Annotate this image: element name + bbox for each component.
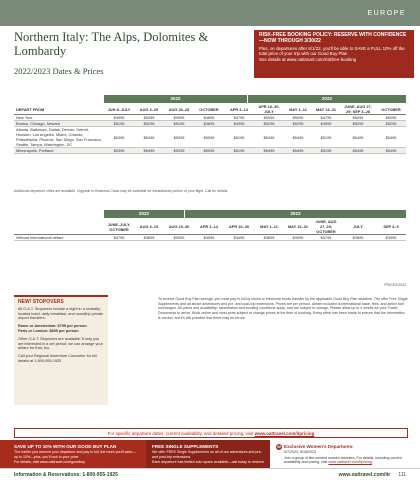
price-cell: $5195 — [312, 127, 340, 148]
price-cell: $5195 — [224, 127, 254, 148]
column-header-date: MAY 13–31 — [312, 104, 340, 115]
price-cell: $3995 — [164, 235, 194, 241]
price-cell: $5495 — [340, 127, 376, 148]
stopovers-box — [14, 295, 108, 405]
table-row — [14, 127, 406, 148]
price-cell: $4795 — [312, 115, 340, 121]
column-header-date: MAY 1–11 — [254, 219, 284, 235]
promo-line-2: See details at www.oattravel.com/riskfree-booking — [259, 57, 357, 63]
departure-city-cell: New York — [14, 115, 104, 121]
column-header-date: SEP 3–5 — [376, 219, 406, 235]
price-cell: $5095 — [194, 127, 224, 148]
section-header-bar — [0, 0, 420, 26]
column-header-date: AUG 3–13 — [134, 219, 164, 235]
departure-city-cell: Without international airfare — [14, 235, 104, 241]
price-cell: $5095 — [134, 115, 164, 121]
table-header-row — [14, 219, 406, 235]
price-cell: $5295 — [284, 121, 312, 127]
column-header-date: JULY — [340, 219, 376, 235]
price-cell: $4895 — [194, 121, 224, 127]
women-badge-icon: W — [277, 444, 281, 449]
column-header-date: OCTOBER — [194, 104, 224, 115]
price-cell: $5495 — [376, 148, 406, 154]
table2-footnote: PRICES/2022 — [384, 283, 406, 287]
price-cell: $5495 — [284, 127, 312, 148]
price-cell: $3895 — [134, 235, 164, 241]
column-header-date: APR 16–30, JULY — [254, 104, 284, 115]
stopovers-heading: NEW! STOPOVERS — [18, 299, 64, 305]
price-cell: $5395 — [164, 148, 194, 154]
column-header-date: APR 3–14 — [194, 219, 224, 235]
column-header-date: JUNE–JULY, OCTOBER — [104, 219, 134, 235]
price-cell: $5495 — [284, 148, 312, 154]
price-cell: $5295 — [254, 121, 284, 127]
price-cell: $4995 — [164, 115, 194, 121]
column-header-date: AUG 15–30 — [164, 219, 194, 235]
column-header-date: JUN 8–JULY — [104, 104, 134, 115]
price-cell: $4995 — [104, 115, 134, 121]
risk-free-promo-box — [254, 30, 414, 78]
price-cell: $5195 — [104, 121, 134, 127]
price-cell: $5295 — [340, 121, 376, 127]
column-header-date: AUG 3–25 — [134, 104, 164, 115]
price-cell: $5495 — [254, 148, 284, 154]
price-cell: $5495 — [134, 127, 164, 148]
price-cell: $3795 — [312, 235, 340, 241]
page-subtitle: 2022/2023 Dates & Prices — [14, 66, 104, 76]
column-header-date: MAY 13–31 — [284, 219, 312, 235]
price-cell: $5095 — [376, 115, 406, 121]
cta-text: For specific departure dates, current availability, and detailed pricing, visit — [107, 431, 254, 436]
stopovers-call: Call your Regional Adventure Counselor for full details at 1-800-955-1925 — [18, 354, 97, 363]
table1-footnote: Additional departure cities are available. Upgrade to Business Class may be available for transatlantic portion of your flight. Call for details. — [14, 189, 229, 193]
column-header-date: APR 16–30 — [224, 219, 254, 235]
price-cell: $5195 — [164, 121, 194, 127]
womens-departures-panel — [270, 440, 420, 468]
terms-paragraph: To receive Good Buy Plan savings, you must pay in full by check or electronic funds transfer by the applicable Good Buy Plan deadline. The offer Free Single Supplements and all above adventures and pre- and post-trip extensions. Prices are per person. Airfare included is international base, fees, and airline fuel surcharges. All prices and availability: cancellation and booking conditions apply, and are subject to change. Please allow up to 4 weeks for your Travel Documents to arrive. Book online and most ports subject to change prices at the time of booking. Every effort has been made to ensure that the information is correct, but it's still possible that there may be errors. — [158, 297, 408, 320]
footer-phone: Information & Reservations: 1-800-955-1925 — [14, 472, 118, 478]
section-label: EUROPE — [367, 10, 406, 17]
table-row — [14, 235, 406, 241]
price-cell: $3595 — [194, 235, 224, 241]
price-cell: $5295 — [134, 121, 164, 127]
cta-link[interactable]: www.oattravel.com/itpricing — [254, 431, 315, 436]
womens-heading: Exclusive Women's Departures: — [284, 444, 354, 449]
good-buy-text: The earlier you reserve your departure and pay in full, the more you'll save—up to 10%—plus, you'll lock in your price — [14, 450, 136, 459]
column-header-date: OCTOBER — [376, 104, 406, 115]
price-cell: $5395 — [164, 127, 194, 148]
promo-line-1: Plus, on departures after 6/1/22, you'll be able to SAVE a FULL 10% off the total price of your trip with our Good Buy Plan — [259, 45, 405, 56]
stopover-item-rome: Rome or Amsterdam: $795 per person — [18, 324, 87, 329]
column-header-date: AUG 26–28 — [164, 104, 194, 115]
table1-year-2022-b: 2022 — [248, 95, 406, 103]
price-cell: $5095 — [340, 115, 376, 121]
column-header-date: MAY 1–11 — [284, 104, 312, 115]
price-cell: $5495 — [134, 148, 164, 154]
table-row — [14, 148, 406, 154]
column-header-date: JUNE, AUG 27, 29; SEP 3–28 — [340, 104, 376, 115]
price-cell: $5495 — [254, 127, 284, 148]
price-cell: $5395 — [104, 127, 134, 148]
pricing-cta-bar — [14, 428, 408, 438]
price-cell: $5095 — [254, 115, 284, 121]
price-cell: $5195 — [312, 148, 340, 154]
price-cell: $3495 — [224, 235, 254, 241]
price-cell: $3795 — [104, 235, 134, 241]
price-cell: $5495 — [376, 127, 406, 148]
price-cell: $5295 — [376, 121, 406, 127]
column-header-date: APR 3–14 — [224, 104, 254, 115]
footer-url[interactable]: www.oattravel.com/itr — [338, 472, 391, 478]
price-cell: $4995 — [224, 121, 254, 127]
page-title: Northern Italy: The Alps, Dolomites & Lombardy — [14, 30, 209, 58]
womens-dates: 5/7/2023, 6/18/2023 — [284, 450, 316, 455]
single-supplements-heading: FREE SINGLE SUPPLEMENTS — [152, 444, 219, 449]
promo-heading: RISK-FREE BOOKING POLICY: RESERVE WITH CONFIDENCE—NOW THROUGH 3/30/22 — [259, 32, 407, 44]
price-cell: $5395 — [104, 148, 134, 154]
column-header-depart — [14, 219, 104, 235]
stopovers-extra: Other O.A.T. Stopovers are available. If only you are interested in a set period, we can arrange your airfare for that, too. — [18, 336, 103, 351]
column-header-date: JUNE, AUG 27, 29; OCTOBER — [312, 219, 340, 235]
departure-city-cell: Atlanta, Baltimore, Dallas, Denver, Detroit, Houston, Los Angeles, Miami, Orlando, Philadelphia, Phoenix, San Diego, San Francisco, Seattle, Tampa, Washington, DC — [14, 127, 104, 148]
price-cell: $4795 — [224, 115, 254, 121]
price-cell: $5195 — [224, 148, 254, 154]
departure-city-cell: Minneapolis, Portland — [14, 148, 104, 154]
stopover-item-paris: Paris or London: $895 per person — [18, 328, 79, 333]
table2-year-2022: 2022 — [104, 210, 184, 218]
price-cell: $3895 — [254, 235, 284, 241]
price-cell: $5095 — [284, 115, 312, 121]
good-buy-plan-panel — [0, 440, 146, 468]
page-number: 111 — [398, 472, 406, 478]
table-header-row — [14, 104, 406, 115]
price-cell: $3995 — [284, 235, 312, 241]
price-cell: $5095 — [194, 148, 224, 154]
good-buy-link[interactable]: For details, visit www.oattravel.com/goodbuy — [14, 460, 85, 465]
price-cell: $4695 — [194, 115, 224, 121]
womens-link[interactable]: www.oattravel.com/itpricing — [328, 460, 372, 465]
table2-year-2023: 2023 — [185, 210, 406, 218]
departure-city-cell: Boston, Chicago, Newark — [14, 121, 104, 127]
price-cell: $5495 — [340, 148, 376, 154]
table1-year-2022-a: 2022 — [104, 95, 247, 103]
womens-text: Join a group of like-minded women travelers. For details, including current availability and pricing, visit — [284, 455, 402, 465]
price-cell: $3895 — [340, 235, 376, 241]
price-cell: $4995 — [312, 121, 340, 127]
column-header-depart: DEPART FROM — [14, 104, 104, 115]
price-cell: $3995 — [376, 235, 406, 241]
price-table-land-only — [14, 219, 406, 241]
free-single-supplements-panel — [146, 440, 270, 468]
stopovers-intro: All O.A.T. Stopovers include a night in a centrally-located hotel, daily breakfast, and roundtrip private airport transfers: — [18, 306, 104, 321]
page-footer — [0, 468, 420, 480]
good-buy-heading: SAVE UP TO 10% WITH OUR GOOD BUY PLAN — [14, 444, 117, 449]
single-supplements-text: We offer FREE Single Supplements on all of our adventures and pre- and post-trip extensions. — [152, 450, 262, 459]
price-table-with-airfare — [14, 104, 406, 154]
single-supplements-text-2: Each departure has limited solo space available—call today to reserve — [152, 460, 264, 465]
